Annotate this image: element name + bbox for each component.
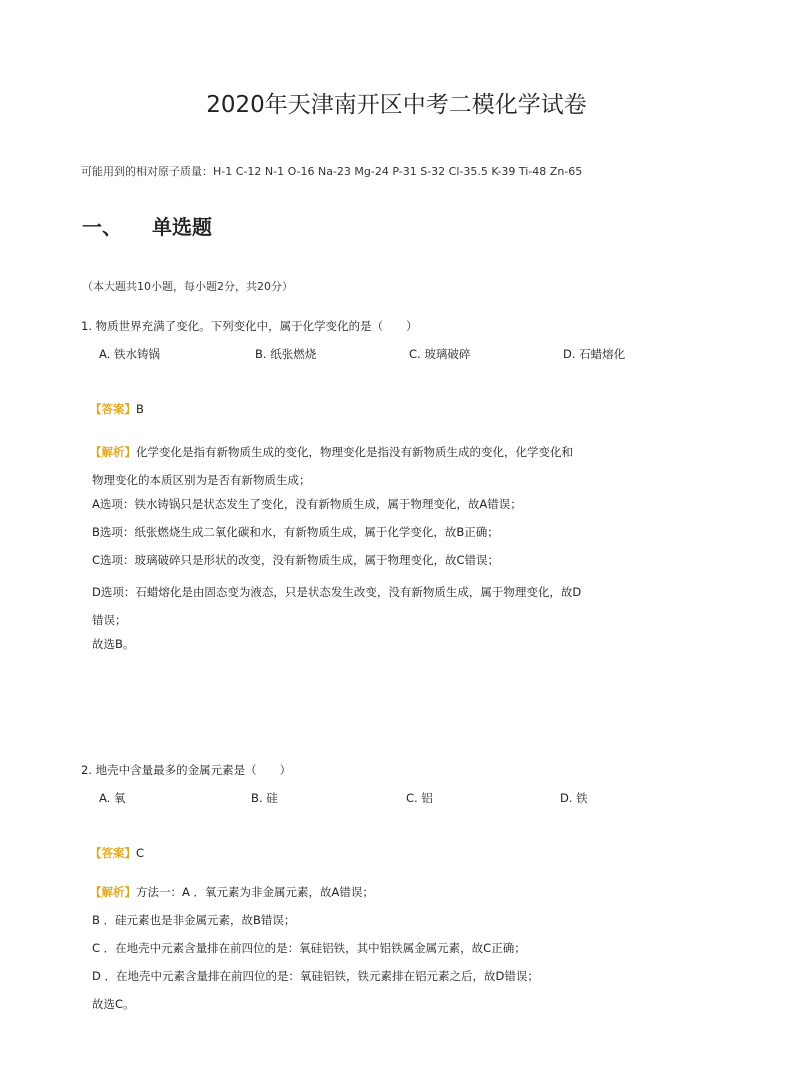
- question-1-analysis-line: 【 解析 】 化学变化是指有新物质生成的变化，物理变化是指没有新物质生成的变化，化学变化和: [90, 444, 573, 460]
- answer-value: C: [136, 846, 145, 860]
- section-name: 单选题: [152, 215, 212, 239]
- section-heading: [82, 211, 212, 240]
- question-1-option-d: D. 石蜡熔化: [563, 347, 626, 361]
- question-2-analysis-line: D ．在地壳中元素含量排在前四位的是：氧硅铝铁，铁元素排在铝元素之后，故D错误；: [92, 969, 539, 983]
- question-1-option-a: A. 铁水铸锅: [99, 347, 160, 361]
- question-2-analysis-line: 【 解析 】 方法一：A ．氧元素为非金属元素，故A错误；: [90, 884, 374, 900]
- question-1-analysis-line: A选项：铁水铸锅只是状态发生了变化，没有新物质生成，属于物理变化，故A错误；: [92, 497, 522, 511]
- question-2-option-c: C. 铝: [406, 791, 433, 805]
- answer-tag: 【 答案 】: [90, 402, 136, 416]
- section-number: 一、: [82, 215, 122, 239]
- question-2-option-a: A. 氧: [99, 791, 126, 805]
- question-1-answer: [90, 401, 144, 417]
- page-title: 2020年天津南开区中考二模化学试卷: [206, 92, 587, 118]
- answer-value: B: [136, 402, 144, 416]
- question-2-analysis-line: C ．在地壳中元素含量排在前四位的是：氧硅铝铁，其中铝铁属金属元素，故C正确；: [92, 941, 526, 955]
- question-2-analysis-line: 故选C。: [92, 997, 135, 1011]
- question-1-analysis-line: 错误；: [92, 613, 127, 627]
- question-1-analysis-line: B选项：纸张燃烧生成二氧化碳和水，有新物质生成，属于化学变化，故B正确；: [92, 525, 499, 539]
- question-2-analysis-line: B ．硅元素也是非金属元素，故B错误；: [92, 913, 296, 927]
- analysis-tag: 【 解析 】: [90, 445, 136, 459]
- atomic-mass-line: 可能用到的相对原子质量：H-1 C-12 N-1 O-16 Na-23 Mg-24 P-31 S-32 Cl-35.5 K-39 Ti-48 Zn-65: [81, 165, 583, 178]
- question-2-option-d: D. 铁: [560, 791, 588, 805]
- question-2-answer: [90, 845, 144, 861]
- question-2-stem: 2. 地壳中含量最多的金属元素是（ ）: [81, 763, 292, 777]
- question-1-option-c: C. 玻璃破碎: [409, 347, 471, 361]
- analysis-tag: 【 解析 】: [90, 885, 136, 899]
- question-2-option-b: B. 硅: [251, 791, 278, 805]
- question-1-analysis-line: C选项：玻璃破碎只是形状的改变，没有新物质生成，属于物理变化，故C错误；: [92, 553, 500, 567]
- question-1-option-b: B. 纸张燃烧: [255, 347, 317, 361]
- question-1-analysis-line: D选项：石蜡熔化是由固态变为液态，只是状态发生改变，没有新物质生成，属于物理变化，故D: [92, 585, 582, 599]
- question-1-analysis-line: 故选B。: [92, 637, 135, 651]
- question-1-stem: 1. 物质世界充满了变化。下列变化中，属于化学变化的是（ ）: [81, 319, 418, 333]
- answer-tag: 【 答案 】: [90, 846, 136, 860]
- question-1-analysis-line: 物理变化的本质区别为是否有新物质生成；: [92, 473, 311, 487]
- section-note: （本大题共10小题，每小题2分，共20分）: [82, 280, 293, 293]
